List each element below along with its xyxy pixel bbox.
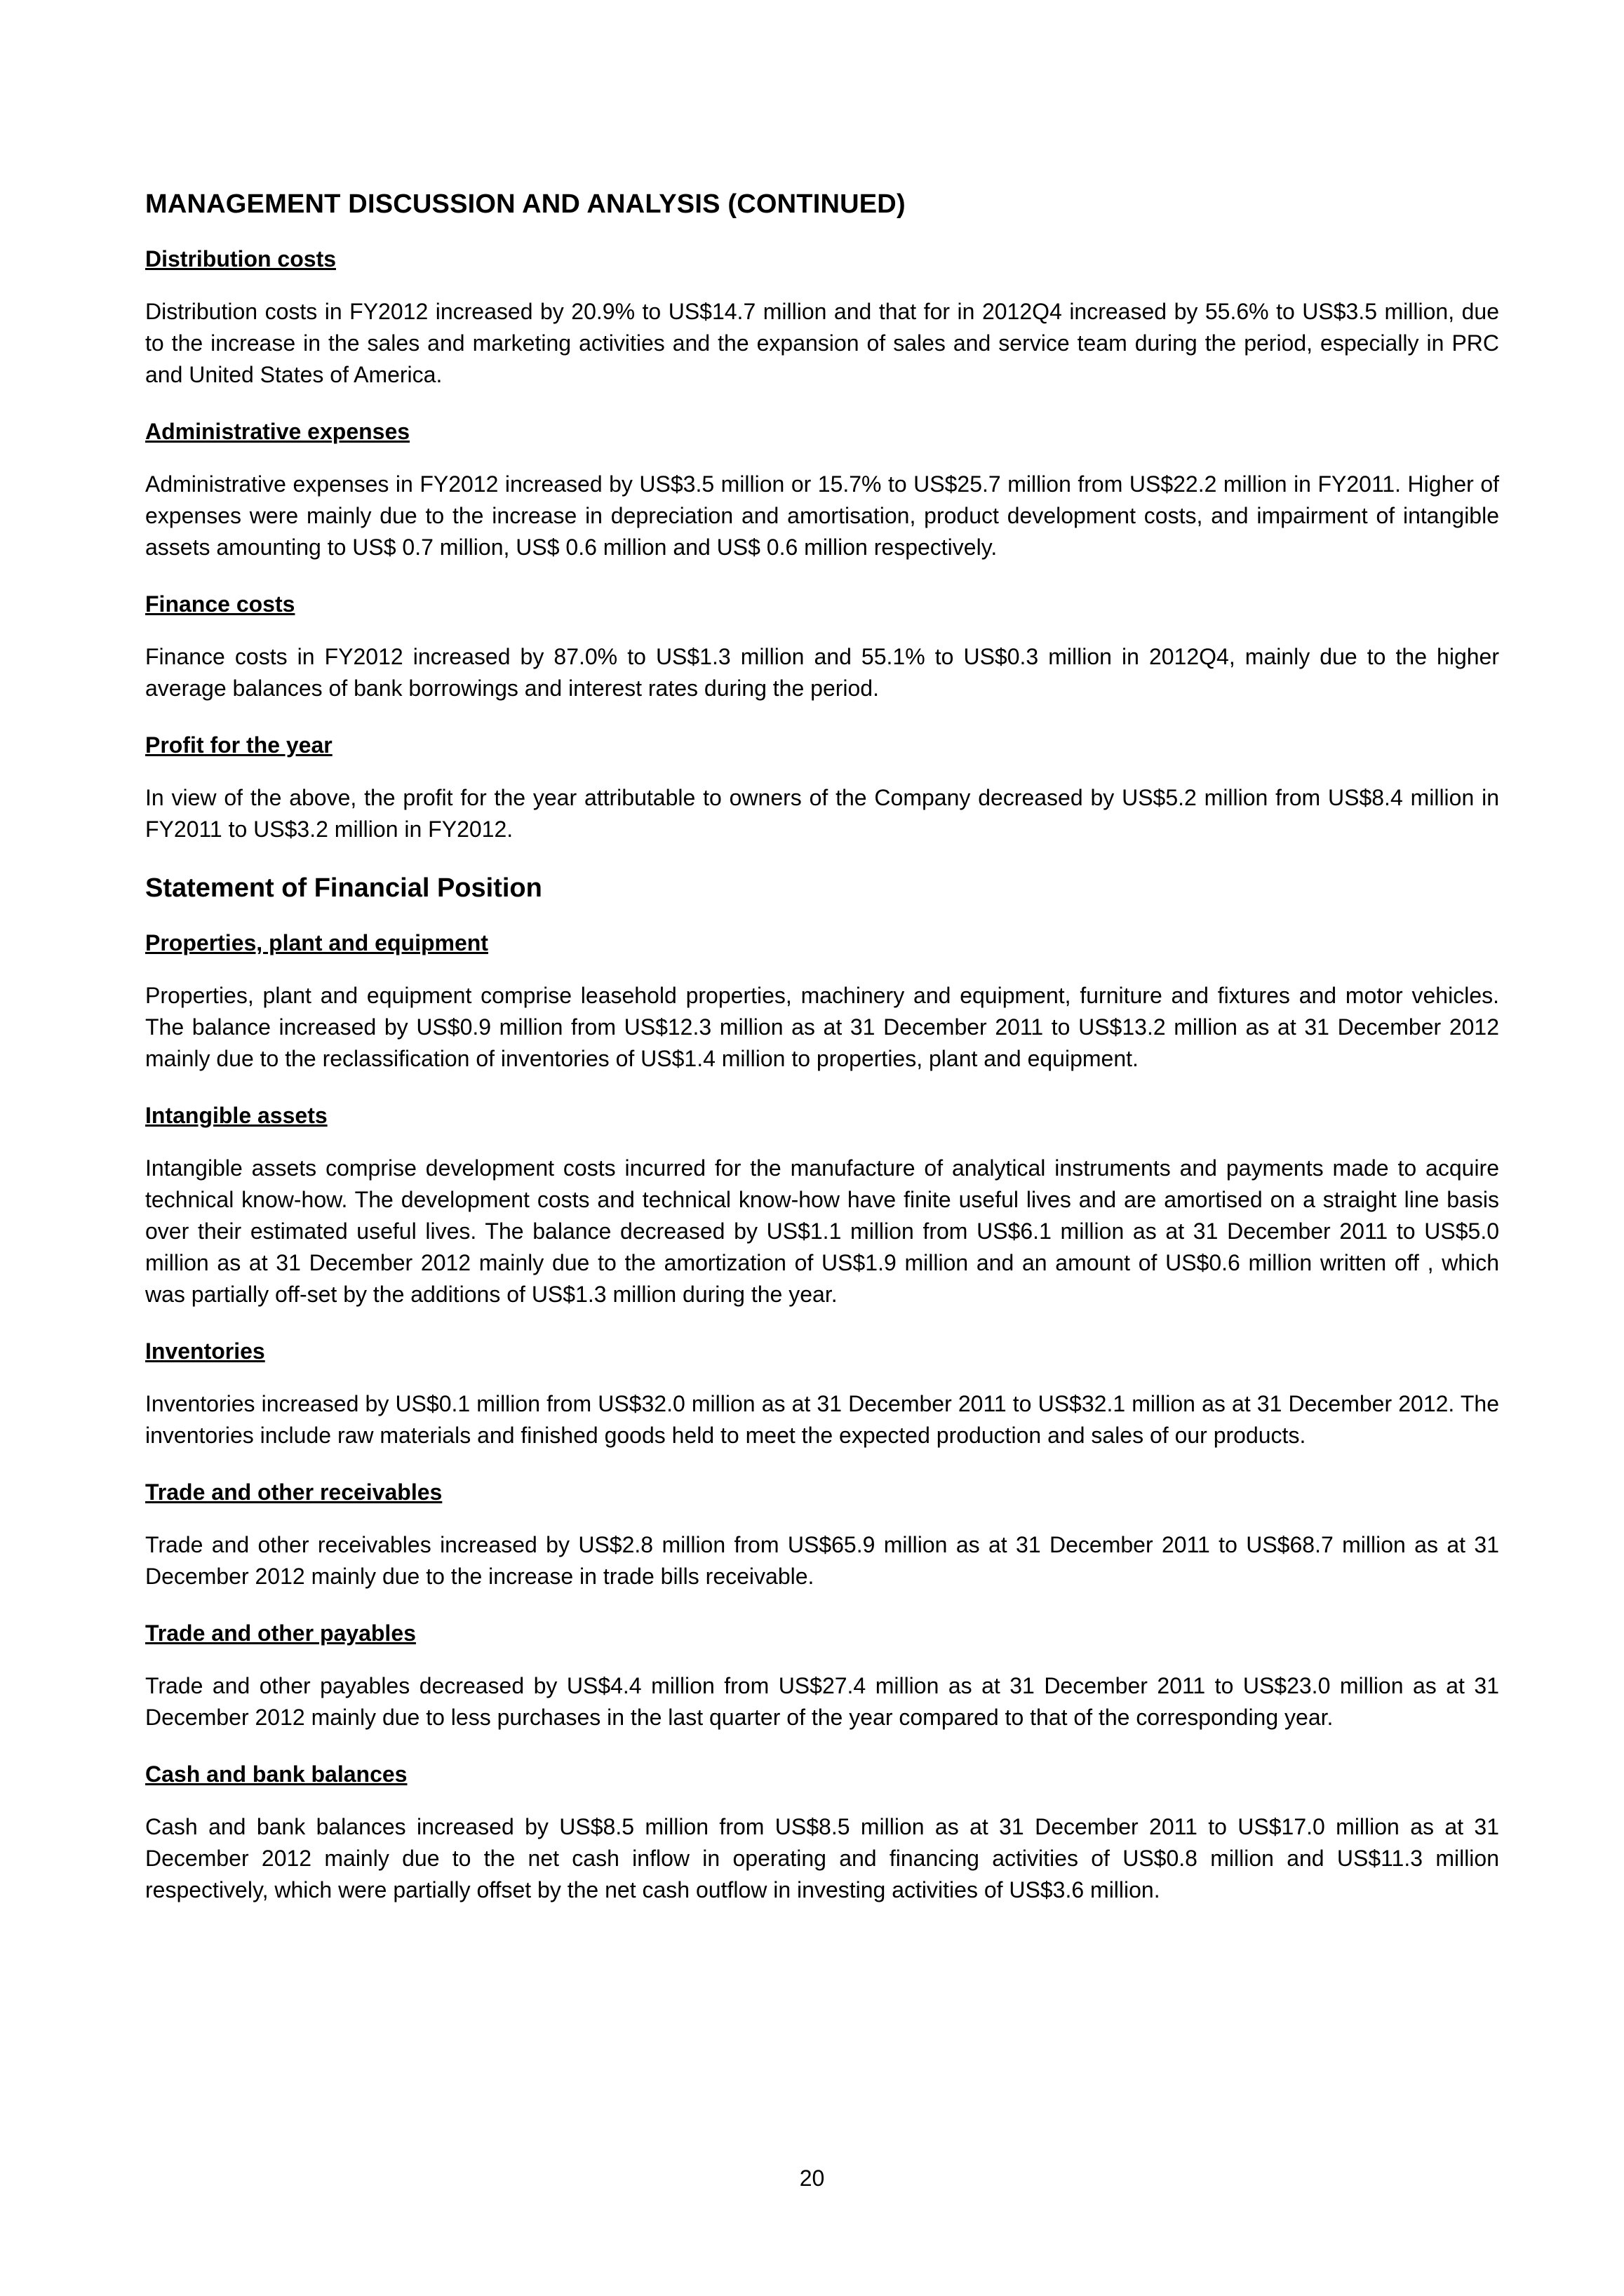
heading-profit-for-the-year: Profit for the year: [145, 732, 333, 758]
document-page: [145, 189, 1499, 1934]
heading-properties-plant-equipment: Properties, plant and equipment: [145, 930, 488, 955]
paragraph-distribution-costs: Distribution costs in FY2012 increased by 20.9% to US$14.7 million and that for in 2012Q4 increased by 55.6% to US$3.5 million, due to the increase in the sales and marketing activities and the expansion of sales and service team during the period, especially in PRC and United States of America.: [145, 299, 1499, 387]
paragraph-cash-bank-balances: Cash and bank balances increased by US$8.5 million from US$8.5 million as at 31 December 2011 to US$17.0 million as at 31 December 2012 mainly due to the net cash inflow in operating and financing activities of US$0.8 million and US$11.3 million respectively, which were partially offset by the net cash outflow in investing activities of US$3.6 million.: [145, 1814, 1499, 1902]
paragraph-profit-for-the-year: In view of the above, the profit for the year attributable to owners of the Company decreased by US$5.2 million from US$8.4 million in FY2011 to US$3.2 million in FY2012.: [145, 785, 1499, 842]
heading-trade-other-receivables: Trade and other receivables: [145, 1479, 443, 1505]
paragraph-trade-other-payables: Trade and other payables decreased by US$4.4 million from US$27.4 million as at 31 December 2011 to US$23.0 million as at 31 December 2012 mainly due to less purchases in the last quarter of the year compared to that of the corresponding year.: [145, 1673, 1499, 1730]
page-title: MANAGEMENT DISCUSSION AND ANALYSIS (CONTINUED): [145, 189, 906, 219]
paragraph-intangible-assets: Intangible assets comprise development costs incurred for the manufacture of analytical instruments and payments made to acquire technical know-how. The development costs and technical know-how have finite useful lives and are amortised on a straight line basis over their estimated useful lives. The balance decreased by US$1.1 million from US$6.1 million as at 31 December 2011 to US$5.0 million as at 31 December 2012 mainly due to the amortization of US$1.9 million and an amount of US$0.6 million written off , which was partially off-set by the additions of US$1.3 million during the year.: [145, 1155, 1499, 1307]
statement-of-financial-position-title: Statement of Financial Position: [145, 873, 542, 903]
paragraph-properties-plant-equipment: Properties, plant and equipment comprise leasehold properties, machinery and equipment, furniture and fixtures and motor vehicles. The balance increased by US$0.9 million from US$12.3 million as at 31 December 2011 to US$13.2 million as at 31 December 2012 mainly due to the reclassification of inventories of US$1.4 million to properties, plant and equipment.: [145, 983, 1499, 1071]
heading-trade-other-payables: Trade and other payables: [145, 1620, 416, 1646]
heading-finance-costs: Finance costs: [145, 591, 295, 617]
heading-inventories: Inventories: [145, 1338, 265, 1364]
heading-distribution-costs: Distribution costs: [145, 246, 337, 271]
paragraph-administrative-expenses: Administrative expenses in FY2012 increased by US$3.5 million or 15.7% to US$25.7 million from US$22.2 million in FY2011. Higher of expenses were mainly due to the increase in depreciation and amortisation, product development costs, and impairment of intangible assets amounting to US$ 0.7 million, US$ 0.6 million and US$ 0.6 million respectively.: [145, 471, 1499, 560]
heading-cash-bank-balances: Cash and bank balances: [145, 1761, 408, 1787]
heading-intangible-assets: Intangible assets: [145, 1103, 328, 1128]
page-number: 20: [799, 2166, 825, 2191]
paragraph-trade-other-receivables: Trade and other receivables increased by US$2.8 million from US$65.9 million as at 31 December 2011 to US$68.7 million as at 31 December 2012 mainly due to the increase in trade bills receivable.: [145, 1532, 1499, 1589]
paragraph-finance-costs: Finance costs in FY2012 increased by 87.0% to US$1.3 million and 55.1% to US$0.3 million in 2012Q4, mainly due to the higher average balances of bank borrowings and interest rates during the period.: [145, 644, 1499, 701]
paragraph-inventories: Inventories increased by US$0.1 million from US$32.0 million as at 31 December 2011 to US$32.1 million as at 31 December 2012. The inventories include raw materials and finished goods held to meet the expected production and sales of our products.: [145, 1391, 1499, 1448]
heading-administrative-expenses: Administrative expenses: [145, 419, 410, 444]
